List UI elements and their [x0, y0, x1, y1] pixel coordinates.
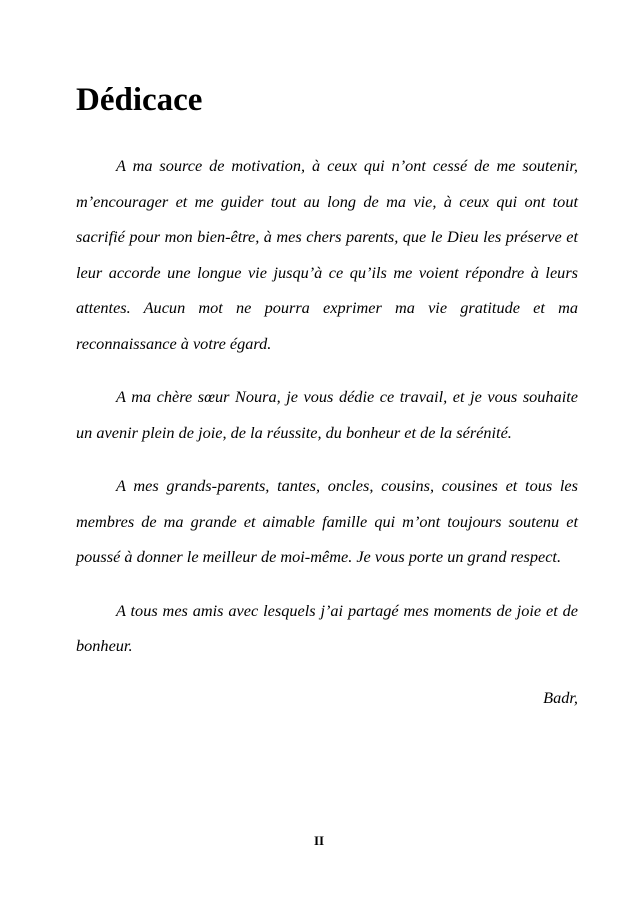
page-title: Dédicace [76, 82, 203, 118]
page-number: II [313, 833, 325, 848]
dedication-paragraph-sister: A ma chère sœur Noura, je vous dédie ce travail, et je vous souhaite un avenir plein de joie, de la réussite, du bonheur et de la sérénité. [76, 387, 578, 442]
dedication-paragraph-parents: A ma source de motivation, à ceux qui n’ont cessé de me soutenir, m’encourager et me guider tout au long de ma vie, à ceux qui ont tout sacrifié pour mon bien-être, à mes chers parents, que le Dieu les préserve et leur accorde une longue vie jusqu’à ce qu’ils me voient répondre à leurs attentes. Aucun mot ne pourra exprimer ma vie gratitude et ma reconnaissance à votre égard. [76, 156, 578, 353]
dedication-body [76, 148, 578, 715]
dedication-paragraph-family: A mes grands-parents, tantes, oncles, cousins, cousines et tous les membres de ma grande et aimable famille qui m’ont toujours soutenu et poussé à donner le meilleur de moi-même. Je vous porte un grand respect. [76, 476, 578, 566]
dedication-paragraph-friends: A tous mes amis avec lesquels j’ai partagé mes moments de joie et de bonheur. [76, 600, 578, 655]
signature: Badr, [543, 687, 578, 707]
